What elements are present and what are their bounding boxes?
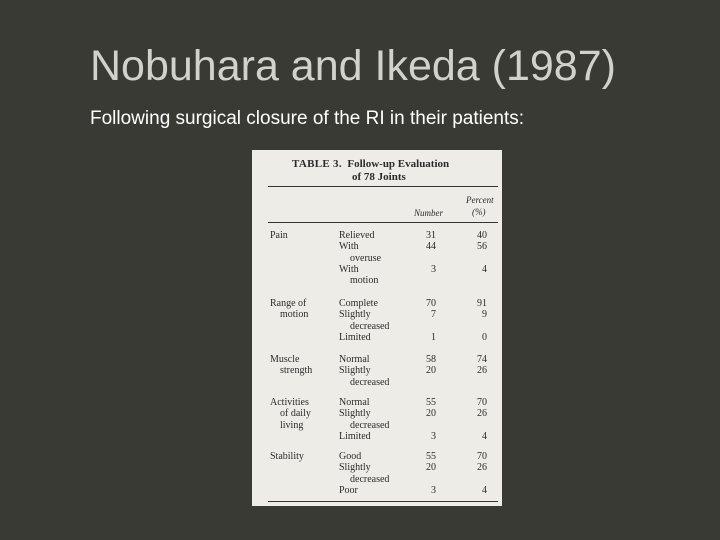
number-value: 55 — [426, 397, 436, 408]
percent-value: 9 — [482, 309, 487, 321]
outcome-label: Poor — [339, 484, 358, 496]
percent-value: 0 — [482, 331, 487, 343]
slide-title: Nobuhara and Ikeda (1987) — [90, 42, 616, 90]
outcome-label: decreased — [350, 419, 390, 431]
category-label: motion — [280, 309, 309, 321]
column-header-percent-unit: (%) — [472, 207, 486, 217]
percent-value: 26 — [477, 462, 487, 474]
table-bottom-rule — [268, 501, 498, 502]
percent-value: 4 — [482, 430, 487, 442]
percent-value: 70 — [477, 397, 487, 408]
follow-up-table-image — [252, 150, 502, 506]
percent-value: 40 — [477, 230, 487, 241]
number-value: 3 — [431, 430, 436, 442]
outcome-label: Normal — [339, 397, 370, 408]
outcome-label: decreased — [350, 473, 390, 485]
number-value: 7 — [431, 309, 436, 321]
table-header-rule — [268, 222, 498, 223]
table-top-rule — [268, 186, 498, 187]
category-label: Range of — [270, 298, 307, 309]
category-label: living — [280, 419, 304, 431]
number-value: 3 — [431, 484, 436, 496]
percent-value: 74 — [477, 354, 487, 365]
percent-value: 91 — [477, 298, 487, 309]
outcome-label: With — [339, 263, 359, 275]
number-value: 1 — [431, 331, 436, 343]
category-label: of daily — [280, 408, 311, 420]
outcome-label: Slightly — [339, 309, 371, 321]
outcome-label: overuse — [350, 252, 382, 264]
column-header-percent: Percent — [466, 195, 494, 205]
slide-subtitle: Following surgical closure of the RI in their patients: — [90, 108, 525, 129]
percent-value: 26 — [477, 365, 487, 377]
number-value: 44 — [426, 241, 436, 253]
percent-value: 26 — [477, 408, 487, 420]
number-value: 58 — [426, 354, 436, 365]
number-value: 20 — [426, 365, 436, 377]
table-caption-line1 — [292, 158, 449, 170]
number-value: 31 — [426, 230, 436, 241]
outcome-label: Normal — [339, 354, 370, 365]
outcome-label: Good — [339, 451, 362, 462]
outcome-label: Limited — [339, 430, 371, 442]
outcome-label: Relieved — [339, 230, 375, 241]
outcome-label: Slightly — [339, 462, 371, 474]
category-label: Stability — [270, 451, 304, 462]
table-caption-line2: of 78 Joints — [352, 171, 406, 183]
outcome-label: Slightly — [339, 365, 371, 377]
outcome-label: decreased — [350, 376, 390, 388]
percent-value: 56 — [477, 241, 487, 253]
outcome-label: Slightly — [339, 408, 371, 420]
number-value: 3 — [431, 263, 436, 275]
number-value: 20 — [426, 408, 436, 420]
number-value: 20 — [426, 462, 436, 474]
percent-value: 4 — [482, 484, 487, 496]
outcome-label: Limited — [339, 331, 371, 343]
category-label: strength — [280, 365, 313, 377]
category-label: Activities — [270, 397, 309, 408]
outcome-label: With — [339, 241, 359, 253]
outcome-label: Complete — [339, 298, 378, 309]
number-value: 70 — [426, 298, 436, 309]
category-label: Muscle — [270, 354, 300, 365]
column-header-number: Number — [414, 208, 443, 218]
outcome-label: motion — [350, 275, 379, 287]
percent-value: 70 — [477, 451, 487, 462]
category-label: Pain — [270, 230, 288, 241]
number-value: 55 — [426, 451, 436, 462]
table-caption-label: TABLE 3. — [292, 158, 342, 170]
table-caption-text: Follow-up Evaluation — [347, 158, 450, 170]
percent-value: 4 — [482, 263, 487, 275]
outcome-label: decreased — [350, 320, 390, 332]
